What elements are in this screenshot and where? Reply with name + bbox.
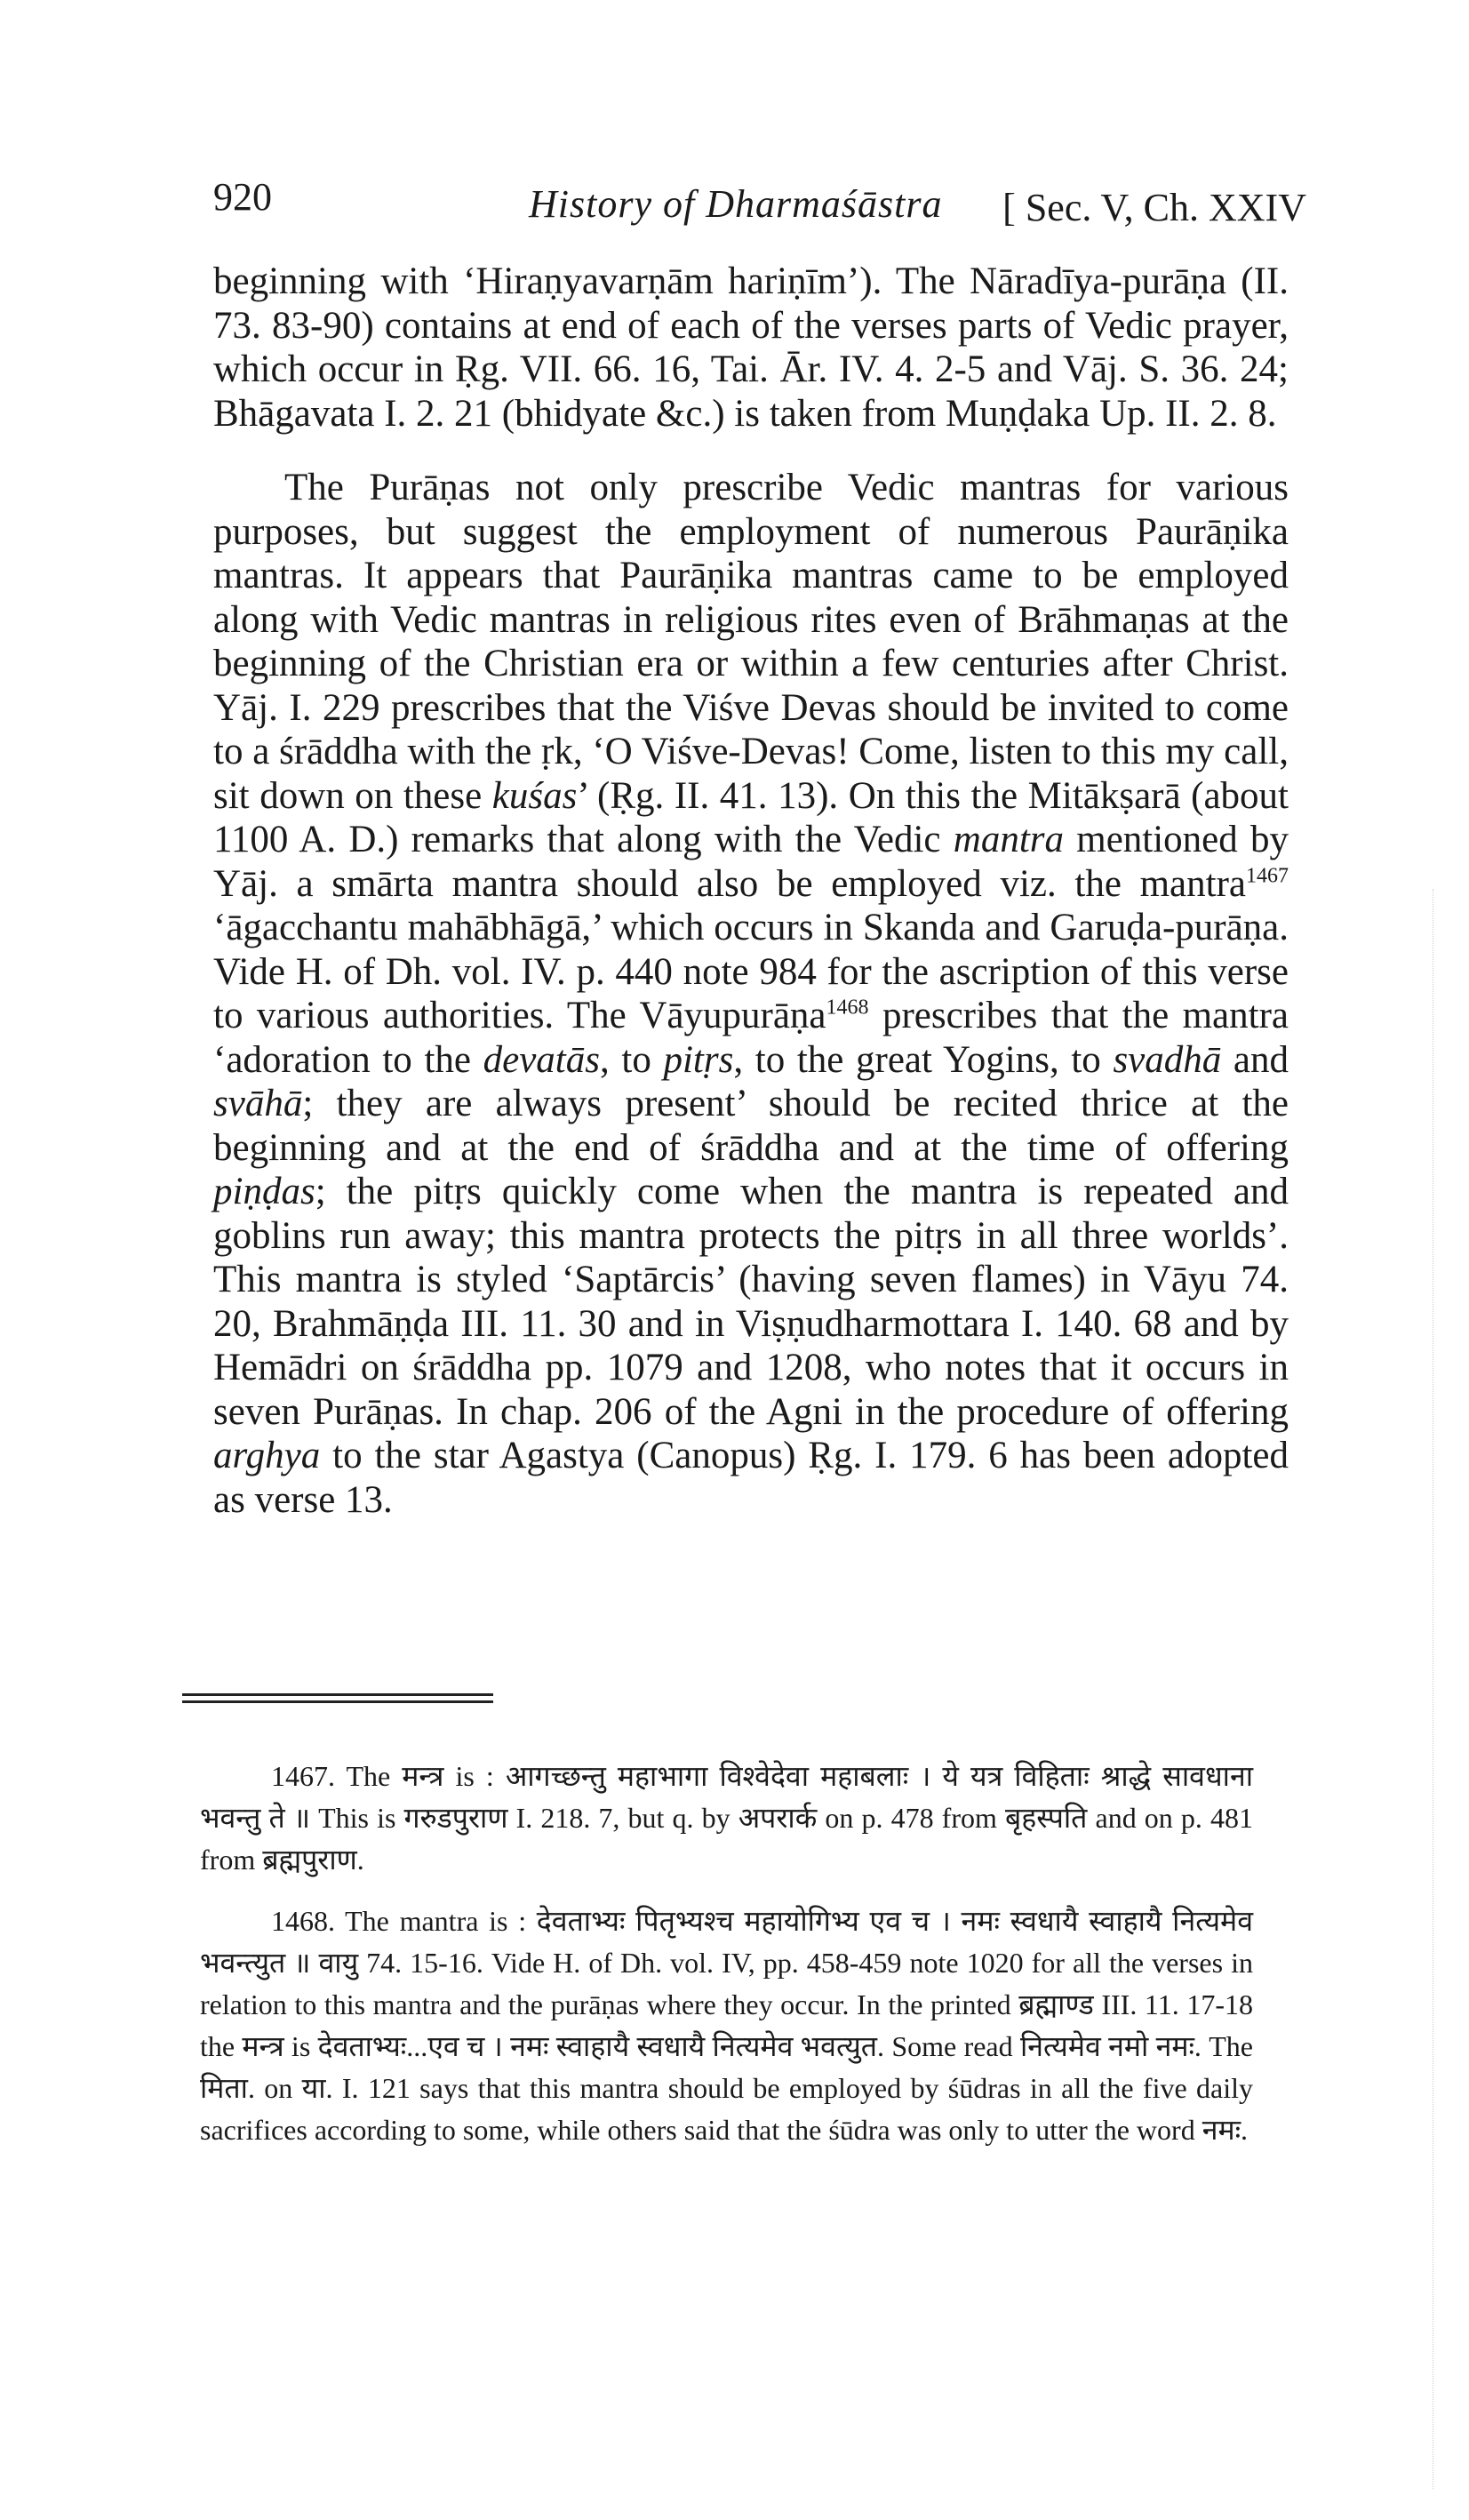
italic-term: pitṛs <box>663 1038 734 1081</box>
italic-term: svadhā <box>1113 1038 1222 1081</box>
text-run: to the star Agastya (Canopus) Ṛg. I. 179. 6 has been adopted as verse 13. <box>213 1435 1289 1521</box>
page-header <box>213 169 1306 231</box>
italic-term: piṇḍas <box>213 1171 315 1212</box>
paragraph-puranic-mantras <box>213 466 1289 1522</box>
text-run: ; the pitṛs quickly come when the mantra is repeated and goblins run away; this mantra protects the pitṛs in all three worlds’. This mantra is styled ‘Saptārcis’ (having seven flames) in Vāyu 74. 20, Brahmāṇḍa III. 11. 30 and in Viṣṇudharmottara I. 140. 68 and by Hemādri on śrāddha pp. 1079 and 1208, who notes that it occurs in seven Purāṇas. In chap. 206 of the Agni in the procedure of offering <box>213 1171 1289 1433</box>
footnote-1467: 1467. The मन्त्र is : आगच्छन्तु महाभागा विश्वेदेवा महाबलाः । ये यत्र विहिताः श्राद्धे सावधाना भवन्तु ते ॥ This is गरुडपुराण I. 218. 7, but q. by अपरार्क on p. 478 from बृहस्पति and on p. 481 from ब्रह्मपुराण. <box>200 1760 1253 1876</box>
main-text <box>213 260 1289 1522</box>
text-run: mentioned by Yāj. a smārta mantra should also be employed viz. the mantra <box>213 819 1289 905</box>
paragraph-continuation: beginning with ‘Hiraṇyavarṇām hariṇīm’). The Nāradīya-purāṇa (II. 73. 83-90) contains at end of each of the verses parts of Vedic prayer, which occur in Ṛg. VII. 66. 16, Tai. Ār. IV. 4. 2-5 and Vāj. S. 36. 24; Bhāgavata I. 2. 21 (bhidyate &c.) is taken from Muṇḍaka Up. II. 2. 8. <box>213 260 1289 435</box>
text-run: , to the great Yogins, to <box>733 1038 1114 1081</box>
footnote-marker-1467[interactable]: 1467 <box>1246 864 1289 888</box>
text-run: ; they are always present’ should be recited thrice at the beginning and at the end of śrāddha and at the time of offering <box>213 1083 1289 1169</box>
footnotes <box>200 1756 1253 2151</box>
page-number: 920 <box>213 175 272 219</box>
footnote-1468: 1468. The mantra is : देवताभ्यः पितृभ्यश्च महायोगिभ्य एव च । नमः स्वधायै स्वाहायै नित्यमेव भवन्त्युत ॥ वायु 74. 15-16. Vide H. of Dh. vol. IV, pp. 458-459 note 1020 for all the verses in relation to this mantra and the purāṇas where they occur. In the printed ब्रह्माण्ड III. 11. 17-18 the मन्त्र is देवताभ्यः...एव च । नमः स्वाहायै स्वधायै नित्यमेव भवत्युत. Some read नित्यमेव नमो नमः. The मिता. on या. I. 121 says that this mantra should be employed by śūdras in all the five daily sacrifices according to some, while others said that the śūdra was only to utter the word नमः. <box>200 1905 1253 2146</box>
text-run: ‘āgacchantu mahābhāgā,’ which occurs in Skanda and Garuḍa-purāṇa. Vide H. of Dh. vol. IV. p. 440 note 984 for the ascription of this verse to various authorities. The Vāyupurāṇa <box>213 907 1289 1036</box>
italic-term: svāhā <box>213 1083 303 1124</box>
text-run: ’ (Ṛg. II. 41. 13). On this the Mitākṣarā (about 1100 A. D.) remarks that along with the Vedic <box>213 774 1289 860</box>
text-run: and <box>1221 1038 1289 1081</box>
footnote-separator <box>182 1693 493 1696</box>
section-reference: [ Sec. V, Ch. XXIV <box>1002 186 1306 229</box>
text-run: The Purāṇas not only prescribe Vedic mantras for various purposes, but suggest the employment of numerous Paurāṇika mantras. It appears that Paurāṇika mantras came to be employed along with Vedic mantras in religious rites even of Brāhmaṇas at the beginning of the Christian era or within a few centuries after Christ. Yāj. I. 229 prescribes that the Viśve Devas should be invited to come to a śrāddha with the ṛk, ‘O Viśve-Devas! Come, listen to this my call, sit down on these <box>213 467 1289 817</box>
italic-term: arghya <box>213 1435 321 1476</box>
italic-term: devatās <box>483 1038 600 1081</box>
italic-term: kuśas <box>491 774 578 817</box>
text-run: , to <box>599 1038 664 1081</box>
footnote-marker-1468[interactable]: 1468 <box>826 996 869 1020</box>
text-run: prescribes that the mantra ‘adoration to the <box>213 995 1289 1081</box>
footnote-separator <box>182 1700 493 1703</box>
italic-term: mantra <box>953 819 1064 860</box>
running-title: History of Dharmaśāstra <box>529 182 943 226</box>
